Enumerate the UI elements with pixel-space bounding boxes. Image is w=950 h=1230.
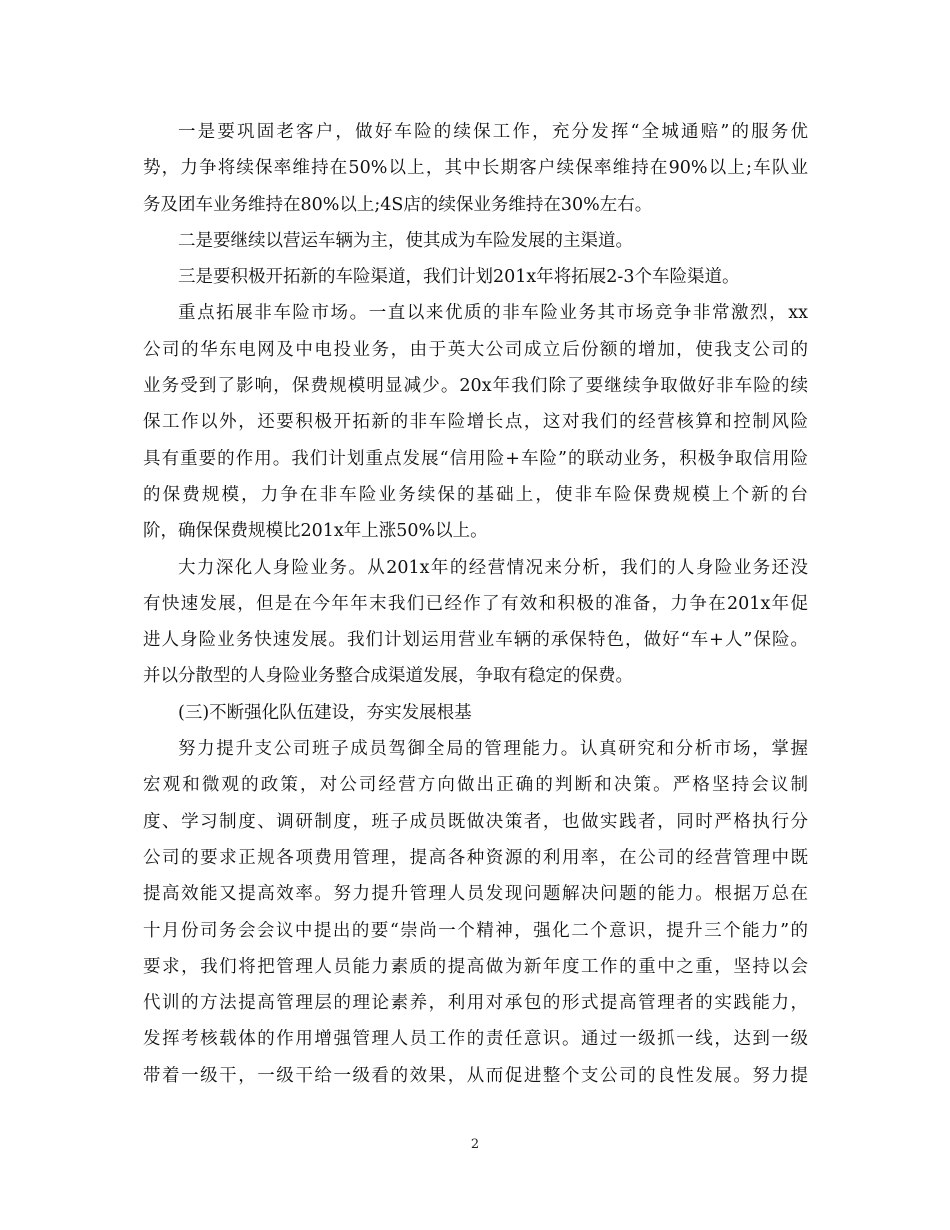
- paragraph-p4: [143, 295, 808, 549]
- text-line: 的保费规模，力争在非车险业务续保的基础上，使非车险保费规模上个新的台: [143, 484, 808, 505]
- text-line: 阶，确保保费规模比201x年上涨50%以上。: [143, 521, 488, 542]
- page-number: 2: [470, 1137, 480, 1152]
- text-line: 并以分散型的人身险业务整合成渠道发展，争取有稳定的保费。: [143, 666, 633, 687]
- text-line: 要求，我们将把管理人员能力素质的提高做为新年度工作的重中之重，坚持以会: [143, 956, 808, 977]
- paragraph-p3: [143, 259, 808, 295]
- text-line: 重点拓展非车险市场。一直以来优质的非车险业务其市场竞争非常激烈，xx: [178, 303, 808, 324]
- text-line: 保工作以外，还要积极开拓新的非车险增长点，这对我们的经营核算和控制风险: [143, 412, 808, 433]
- text-line: 十月份司务会会议中提出的要“崇尚一个精神，强化二个意识，提升三个能力”的: [143, 920, 808, 941]
- paragraph-p1: [143, 114, 808, 223]
- text-line: 业务受到了影响，保费规模明显减少。20x年我们除了要继续争取做好非车险的续: [143, 376, 808, 397]
- text-line: 势，力争将续保率维持在50%以上，其中长期客户续保率维持在90%以上;车队业: [143, 158, 808, 179]
- text-line: 大力深化人身险业务。从201x年的经营情况来分析，我们的人身险业务还没: [178, 557, 808, 578]
- text-line: 发挥考核载体的作用增强管理人员工作的责任意识。通过一级抓一线，达到一级: [143, 1029, 808, 1050]
- document-body: [143, 114, 808, 1094]
- paragraph-p5: [143, 550, 808, 695]
- paragraph-p2: [143, 223, 808, 259]
- text-line: (三)不断强化队伍建设，夯实发展根基: [178, 702, 472, 723]
- text-line: 努力提升支公司班子成员驾御全局的管理能力。认真研究和分析市场，掌握: [178, 739, 808, 760]
- text-line: 公司的华东电网及中电投业务，由于英大公司成立后份额的增加，使我支公司的: [143, 339, 808, 360]
- text-line: 带着一级干，一级干给一级看的效果，从而促进整个支公司的良性发展。努力提: [143, 1065, 808, 1086]
- paragraph-p7: [143, 731, 808, 1094]
- text-line: 代训的方法提高管理层的理论素养，利用对承包的形式提高管理者的实践能力，: [143, 993, 808, 1014]
- text-line: 二是要继续以营运车辆为主，使其成为车险发展的主渠道。: [178, 230, 633, 251]
- text-line: 具有重要的作用。我们计划重点发展“信用险+车险”的联动业务，积极争取信用险: [143, 448, 808, 469]
- text-line: 宏观和微观的政策，对公司经营方向做出正确的判断和决策。严格坚持会议制: [143, 775, 808, 796]
- paragraph-p6: [143, 695, 808, 731]
- text-line: 三是要积极开拓新的车险渠道，我们计划201x年将拓展2-3个车险渠道。: [178, 267, 740, 288]
- text-line: 务及团车业务维持在80%以上;4S店的续保业务维持在30%左右。: [143, 194, 653, 215]
- text-line: 度、学习制度、调研制度，班子成员既做决策者，也做实践者，同时严格执行分: [143, 811, 808, 832]
- text-line: 公司的要求正规各项费用管理，提高各种资源的利用率，在公司的经营管理中既: [143, 847, 808, 868]
- text-line: 一是要巩固老客户，做好车险的续保工作，充分发挥“全城通赔”的服务优: [178, 122, 808, 142]
- text-line: 进人身险业务快速发展。我们计划运用营业车辆的承保特色，做好“车+人”保险。: [143, 630, 808, 651]
- text-line: 提高效能又提高效率。努力提升管理人员发现问题解决问题的能力。根据万总在: [143, 884, 808, 905]
- text-line: 有快速发展，但是在今年年末我们已经作了有效和积极的准备，力争在201x年促: [143, 593, 808, 614]
